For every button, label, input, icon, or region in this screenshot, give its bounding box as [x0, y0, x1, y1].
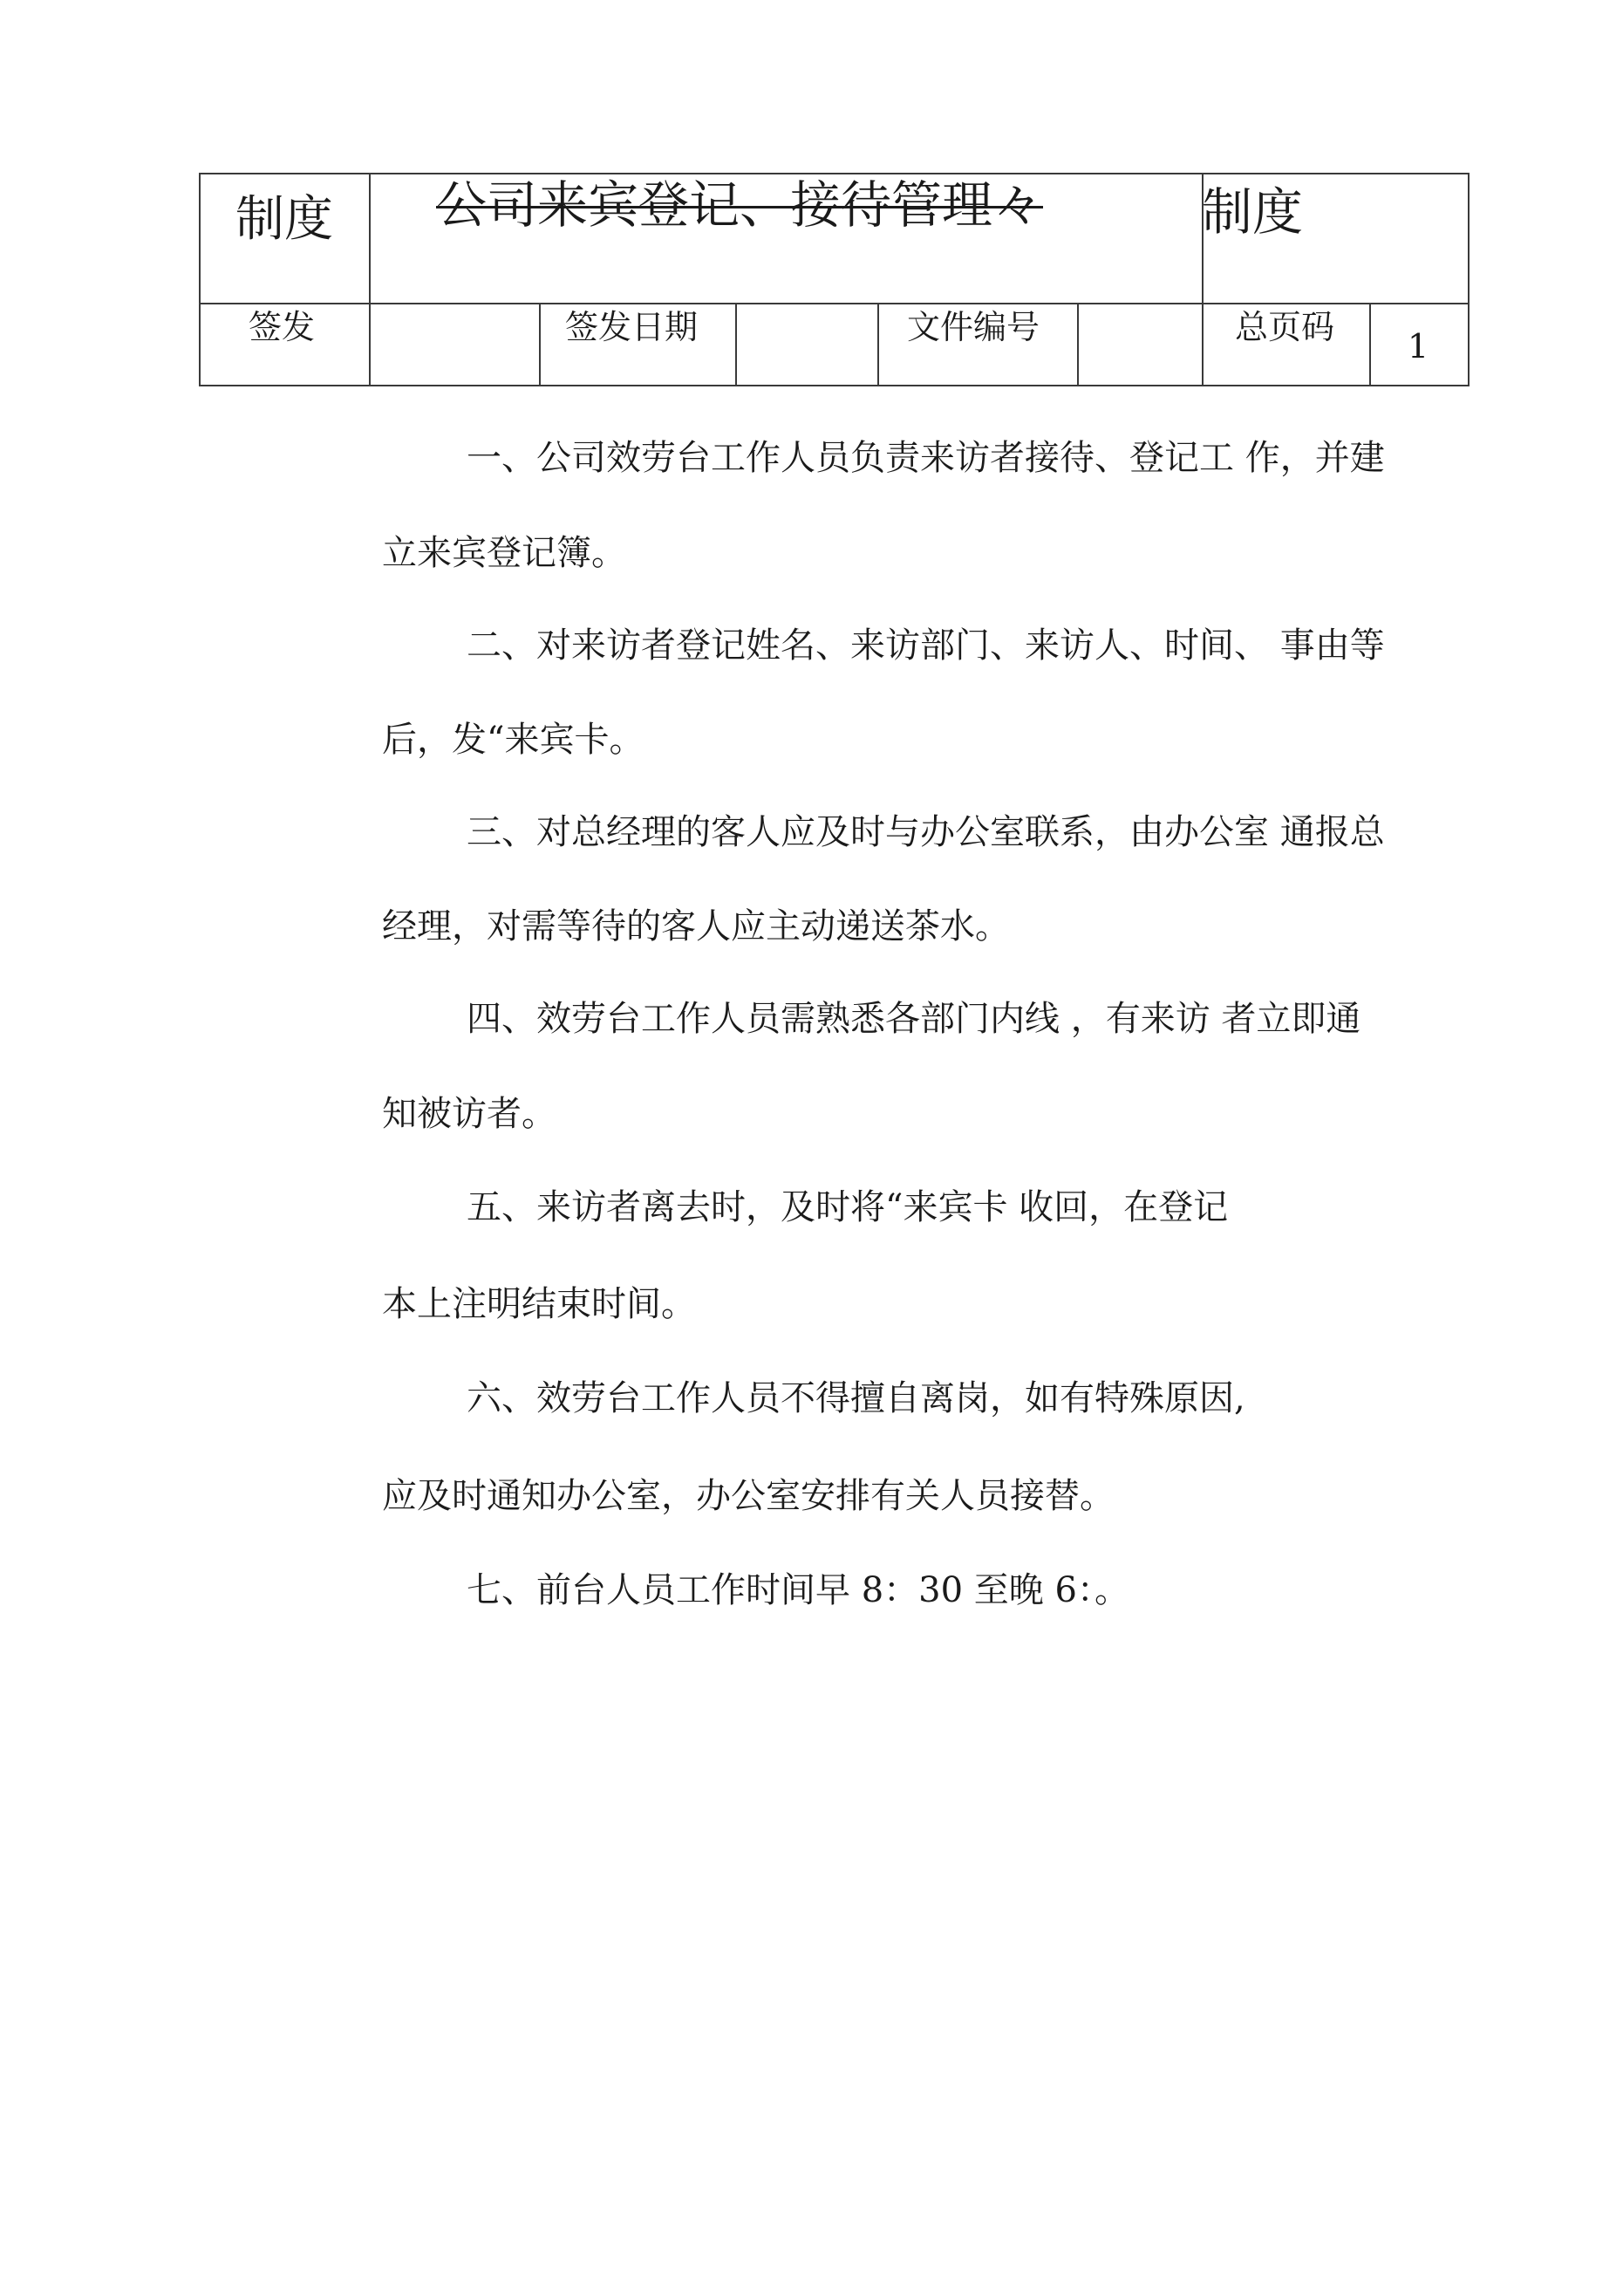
para-2-line-2: 后，发“来宾卡。 [382, 720, 644, 760]
document-title-tail: 制度 [1202, 182, 1304, 242]
label-total-pages: 总页码 [1235, 308, 1335, 346]
table-col-divider [1369, 303, 1371, 386]
total-pages-value: 1 [1408, 327, 1429, 366]
para-3-line-1: 三、对总经理的客人应及时与办公室联系，由办公室 通报总 [467, 812, 1385, 852]
label-regulation: 制度 [235, 191, 333, 248]
para-4-line-1: 四、效劳台工作人员需熟悉各部门内线 ，有来访 者立即通 [467, 999, 1361, 1039]
para-1-line-2: 立来宾登记簿。 [382, 533, 626, 573]
para-7-line-1: 七、前台人员工作时间早 8：30 至晚 6：。 [467, 1570, 1129, 1610]
para-2-line-1: 二、对来访者登记姓名、来访部门、来访人、时间、 事由等 [467, 625, 1385, 666]
para-6-line-1: 六、效劳台工作人员不得擅自离岗，如有特殊原因, [467, 1378, 1245, 1418]
document-title-struck: 公司来宾登记、接待管理々 [436, 175, 1044, 235]
table-col-divider [369, 173, 371, 386]
para-3-line-2: 经理，对需等待的客人应主动递送茶水。 [382, 906, 1010, 946]
table-col-divider [877, 303, 879, 386]
para-5-line-2: 本上注明结束时间。 [382, 1284, 696, 1324]
table-col-divider [539, 303, 541, 386]
para-4-line-2: 知被访者。 [382, 1094, 556, 1134]
para-5-line-1: 五、来访者离去时，及时将“来宾卡 收回，在登记 [467, 1187, 1229, 1227]
table-border-left [199, 173, 201, 386]
table-col-divider [1077, 303, 1079, 386]
para-1-line-1: 一、公司效劳台工作人员负责来访者接待、登记工 作，并建 [467, 438, 1385, 478]
table-border-top [199, 173, 1470, 174]
para-6-line-2: 应及时通知办公室，办公室安排有关人员接替。 [382, 1476, 1115, 1516]
label-issuer: 签发 [249, 308, 316, 346]
label-issue-date: 签发日期 [565, 308, 699, 346]
label-doc-number: 文件编号 [907, 308, 1040, 346]
table-border-right [1468, 173, 1470, 386]
table-border-bottom [199, 385, 1470, 386]
table-row-divider [199, 303, 1470, 304]
table-col-divider [735, 303, 737, 386]
